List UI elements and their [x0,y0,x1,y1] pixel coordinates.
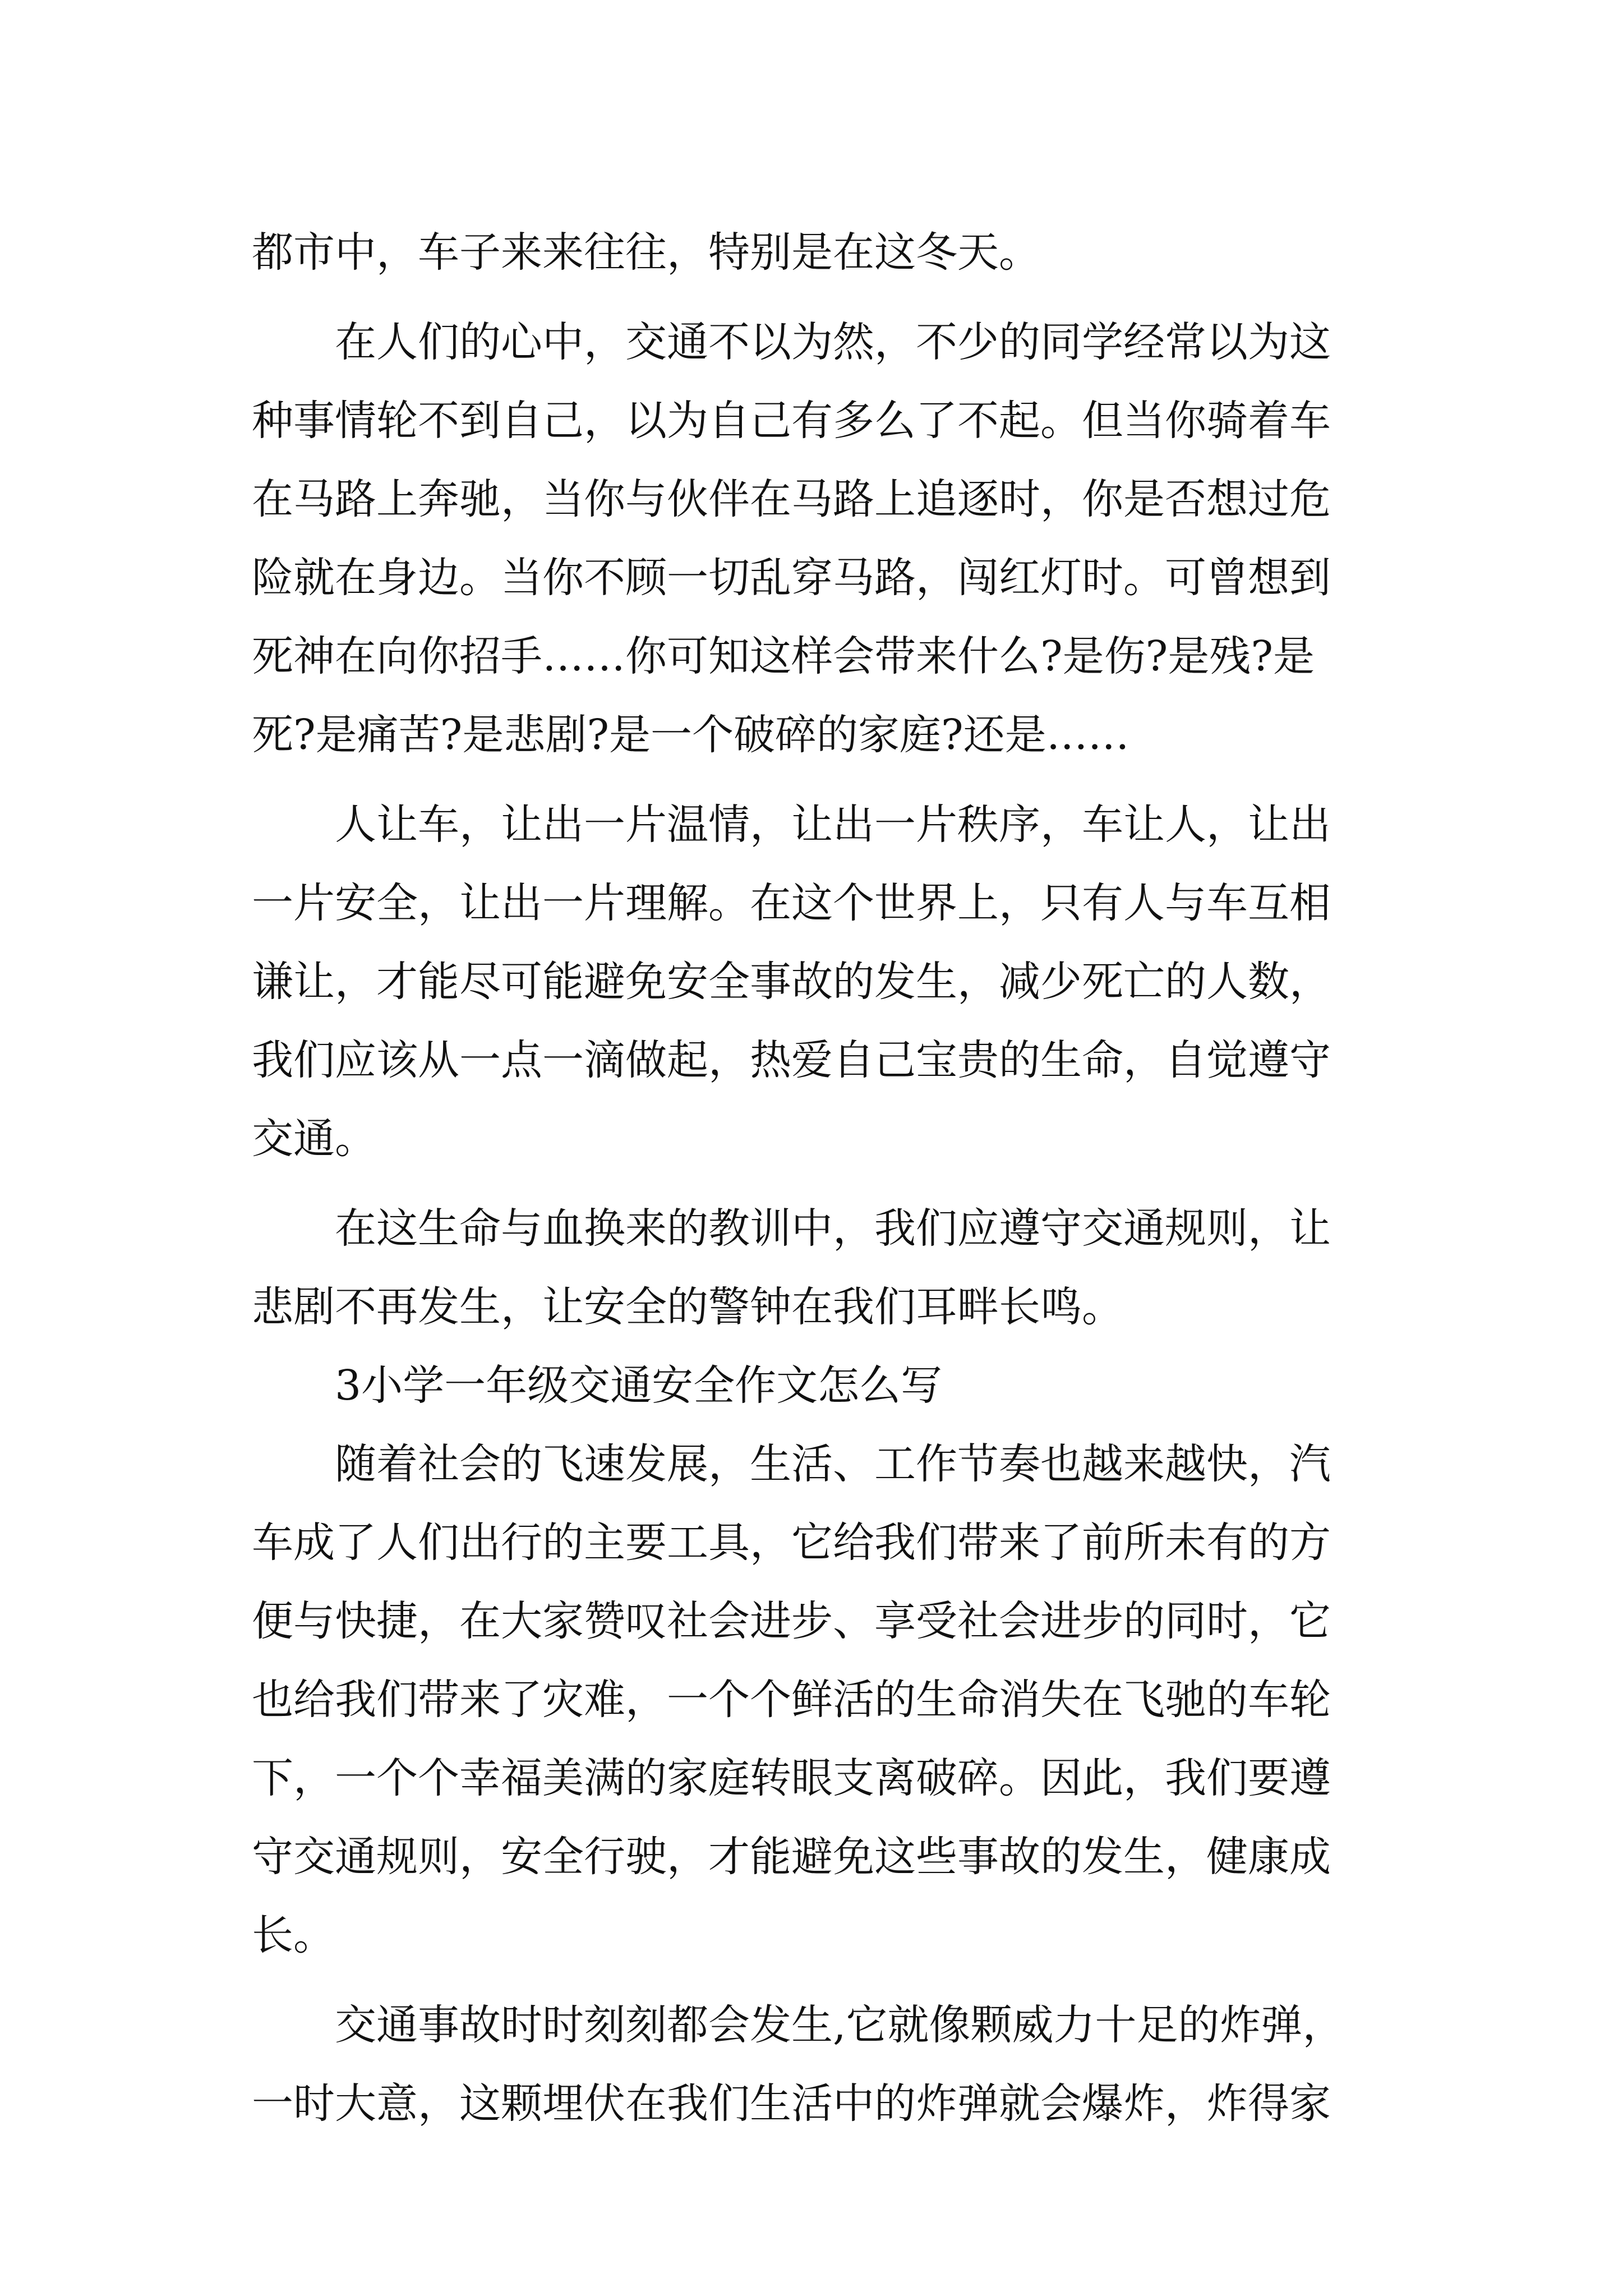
text-line: 在人们的心中，交通不以为然，不少的同学经常以为这 [335,318,1331,366]
text-line: 都市中，车子来来往往，特别是在这冬天。 [252,228,1040,277]
text-line: 死?是痛苦?是悲剧?是一个破碎的家庭?还是…… [252,711,1129,759]
text-line: 我们应该从一点一滴做起，热爱自己宝贵的生命，自觉遵守 [252,1036,1331,1084]
paragraph [252,785,1418,1178]
paragraph [252,1425,1418,1975]
text-line: 交通。 [252,1115,376,1163]
text-line: 长。 [252,1911,335,1959]
paragraph [252,213,1418,292]
text-line: 交通事故时时刻刻都会发生,它就像颗威力十足的炸弹， [335,2001,1344,2049]
text-line: 下，一个个幸福美满的家庭转眼支离破碎。因此，我们要遵 [252,1754,1331,1802]
text-line: 种事情轮不到自己，以为自己有多么了不起。但当你骑着车 [252,397,1331,445]
heading-line: 3小学一年级交通安全作文怎么写 [335,1361,943,1410]
text-line: 一片安全，让出一片理解。在这个世界上，只有人与车互相 [252,879,1331,927]
text-line: 随着社会的飞速发展，生活、工作节奏也越来越快，汽 [335,1440,1331,1488]
text-line: 车成了人们出行的主要工具，它给我们带来了前所未有的方 [252,1519,1331,1567]
text-line: 险就在身边。当你不顾一切乱穿马路，闯红灯时。可曾想到 [252,554,1331,602]
text-line: 守交通规则，安全行驶，才能避免这些事故的发生，健康成 [252,1833,1331,1881]
text-line: 便与快捷，在大家赞叹社会进步、享受社会进步的同时，它 [252,1597,1331,1645]
text-line: 谦让，才能尽可能避免安全事故的发生，减少死亡的人数， [252,958,1331,1006]
section-heading [252,1346,1418,1425]
text-line: 人让车，让出一片温情，让出一片秩序，车让人，让出 [335,800,1331,849]
text-line: 在这生命与血换来的教训中，我们应遵守交通规则，让 [335,1204,1331,1253]
text-line: 也给我们带来了灾难，一个个鲜活的生命消失在飞驰的车轮 [252,1676,1331,1724]
text-line: 在马路上奔驰，当你与伙伴在马路上追逐时，你是否想过危 [252,475,1331,523]
text-line: 死神在向你招手……你可知这样会带来什么?是伤?是残?是 [252,632,1315,680]
document-body [252,213,1418,2143]
text-line: 悲剧不再发生，让安全的警钟在我们耳畔长鸣。 [252,1283,1123,1331]
paragraph [252,303,1418,774]
text-line: 一时大意，这颗埋伏在我们生活中的炸弹就会爆炸，炸得家 [252,2079,1331,2128]
paragraph [252,1986,1418,2143]
paragraph [252,1189,1418,1346]
